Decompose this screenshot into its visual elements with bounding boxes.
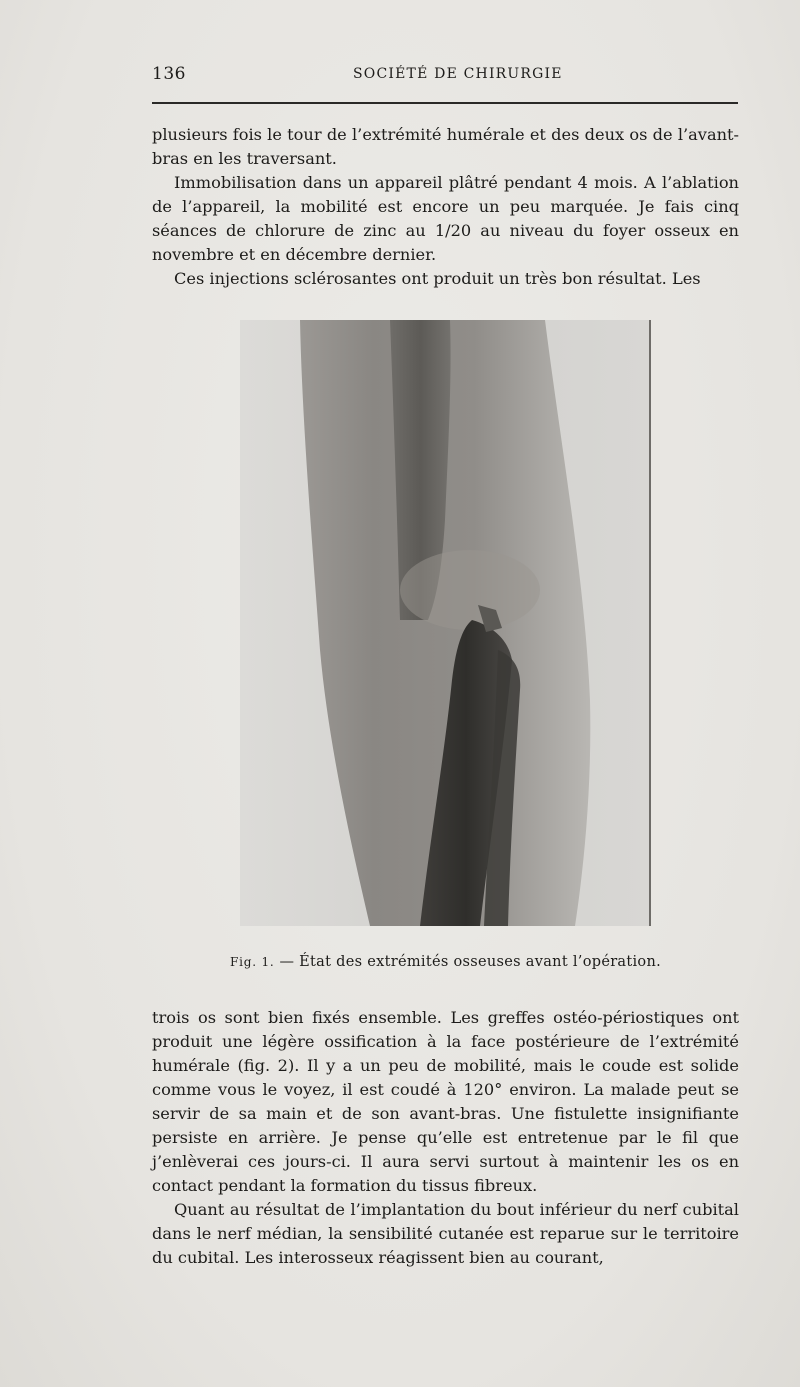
body-text-top	[152, 123, 739, 291]
figure-caption	[152, 954, 739, 970]
paragraph-continuation: plusieurs fois le tour de l’extrémité humérale et des deux os de l’avant-bras en les traversant.	[152, 125, 739, 168]
xray-image	[240, 320, 651, 926]
paragraph-nerve: Quant au résultat de l’implantation du bout inférieur du nerf cubital dans le nerf médian, la sensibilité cutanée est reparue sur le territoire du cubital. Les interosseux réagissent bien au courant,	[152, 1200, 739, 1267]
caption-text: — État des extrémités osseuses avant l’opération.	[279, 954, 662, 970]
paragraph-immobilisation: Immobilisation dans un appareil plâtré pendant 4 mois. A l’ablation de l’appareil, la mobilité est encore un peu marquée. Je fais cinq séances de chlorure de zinc au 1/20 au niveau du foyer osseux en novembre et en décembre dernier.	[152, 173, 739, 264]
header-rule	[152, 102, 738, 104]
paragraph-results: trois os sont bien fixés ensemble. Les greffes ostéo-périostiques ont produit une légère ossification à la face postérieure de l’extrémité humérale (fig. 2). Il y a un peu de mobilité, mais le coude est solide comme vous le voyez, il est coudé à 120° environ. La malade peut se servir de sa main et de son avant-bras. Une fistulette insignifiante persiste en arrière. Je pense qu’elle est entretenue par le fil que j’enlèverai ces jours-ci. Il aura servi surtout à maintenir les os en contact pendant la formation du tissus fibreux.	[152, 1008, 739, 1195]
running-title: SOCIÉTÉ DE CHIRURGIE	[353, 66, 563, 82]
xray-figure	[240, 320, 651, 926]
paragraph-injections: Ces injections sclérosantes ont produit un très bon résultat. Les	[174, 269, 701, 288]
caption-label: Fig. 1.	[229, 955, 275, 969]
page-header	[152, 58, 738, 88]
body-text-bottom	[152, 1006, 739, 1270]
page-number: 136	[152, 64, 186, 84]
